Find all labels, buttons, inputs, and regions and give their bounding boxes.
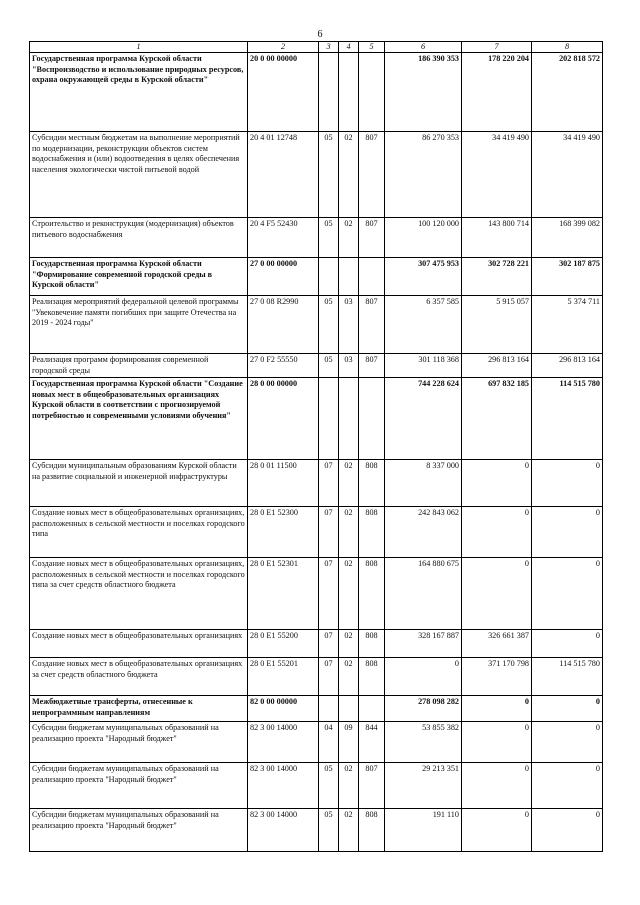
column-header: 3 [319, 42, 339, 53]
row-name-cell: Субсидии бюджетам муниципальных образований на реализацию проекта "Народный бюджет" [30, 763, 248, 809]
row-section-cell: 07 [319, 658, 339, 696]
row-value-2021-cell: 29 213 351 [385, 763, 462, 809]
row-value-2021-cell: 301 118 368 [385, 354, 462, 378]
row-value-2022-cell: 0 [462, 696, 532, 722]
row-name-cell: Субсидии бюджетам муниципальных образований на реализацию проекта "Народный бюджет" [30, 722, 248, 763]
row-name-cell: Создание новых мест в общеобразовательных организациях, расположенных в сельской местности и поселках городского типа за счет средств областного бюджета [30, 558, 248, 630]
row-subsection-cell: 02 [339, 630, 359, 658]
row-grbs-cell: 807 [359, 354, 385, 378]
row-code-cell: 28 0 01 11500 [248, 460, 319, 507]
table-row [30, 809, 603, 852]
header-row [30, 42, 603, 53]
row-grbs-cell: 808 [359, 558, 385, 630]
row-grbs-cell: 808 [359, 630, 385, 658]
row-grbs-cell [359, 378, 385, 460]
row-code-cell: 82 0 00 00000 [248, 696, 319, 722]
row-value-2023-cell: 0 [532, 558, 603, 630]
row-value-2022-cell: 371 170 798 [462, 658, 532, 696]
row-value-2023-cell: 0 [532, 809, 603, 852]
page-number: 6 [317, 29, 323, 40]
row-subsection-cell: 09 [339, 722, 359, 763]
row-code-cell: 82 3 00 14000 [248, 722, 319, 763]
row-name-cell: Государственная программа Курской области "Формирование современной городской среды в Курской области" [30, 258, 248, 296]
row-subsection-cell: 02 [339, 218, 359, 258]
table-row [30, 558, 603, 630]
row-value-2023-cell: 34 419 490 [532, 132, 603, 218]
row-name-cell: Субсидии местным бюджетам на выполнение мероприятий по модернизации, реконструкции объектов систем водоснабжения и (или) водоотведения в целях обеспечения населения экологически чистой питьевой водой [30, 132, 248, 218]
row-grbs-cell: 808 [359, 658, 385, 696]
row-subsection-cell [339, 378, 359, 460]
column-header: 7 [462, 42, 532, 53]
row-value-2023-cell: 202 818 572 [532, 53, 603, 132]
row-subsection-cell: 02 [339, 132, 359, 218]
row-section-cell [319, 378, 339, 460]
row-name-cell: Государственная программа Курской области "Воспроизводство и использование природных ресурсов, охрана окружающей среды в Курской области" [30, 53, 248, 132]
column-header: 5 [359, 42, 385, 53]
row-value-2023-cell: 114 515 780 [532, 378, 603, 460]
row-section-cell: 05 [319, 354, 339, 378]
row-code-cell: 82 3 00 14000 [248, 809, 319, 852]
row-grbs-cell: 808 [359, 809, 385, 852]
row-subsection-cell: 03 [339, 296, 359, 354]
row-value-2022-cell: 34 419 490 [462, 132, 532, 218]
row-grbs-cell: 807 [359, 763, 385, 809]
column-header: 1 [30, 42, 248, 53]
row-code-cell: 28 0 E1 52300 [248, 507, 319, 558]
row-subsection-cell: 02 [339, 558, 359, 630]
row-name-cell: Создание новых мест в общеобразовательных организациях за счет средств областного бюджета [30, 658, 248, 696]
row-code-cell: 27 0 F2 55550 [248, 354, 319, 378]
row-value-2021-cell: 100 120 000 [385, 218, 462, 258]
row-grbs-cell [359, 258, 385, 296]
row-section-cell: 07 [319, 558, 339, 630]
row-value-2023-cell: 5 374 711 [532, 296, 603, 354]
row-value-2022-cell: 697 832 185 [462, 378, 532, 460]
row-value-2021-cell: 186 390 353 [385, 53, 462, 132]
row-grbs-cell: 807 [359, 296, 385, 354]
program-row [30, 696, 603, 722]
row-grbs-cell: 844 [359, 722, 385, 763]
table-row [30, 132, 603, 218]
row-value-2021-cell: 242 843 062 [385, 507, 462, 558]
row-value-2023-cell: 168 399 082 [532, 218, 603, 258]
row-code-cell: 27 0 00 00000 [248, 258, 319, 296]
row-value-2023-cell: 114 515 780 [532, 658, 603, 696]
row-value-2023-cell: 0 [532, 630, 603, 658]
row-name-cell: Субсидии бюджетам муниципальных образований на реализацию проекта "Народный бюджет" [30, 809, 248, 852]
row-value-2021-cell: 191 110 [385, 809, 462, 852]
program-row [30, 53, 603, 132]
row-code-cell: 20 4 F5 52430 [248, 218, 319, 258]
row-value-2021-cell: 307 475 953 [385, 258, 462, 296]
row-section-cell: 05 [319, 218, 339, 258]
row-value-2022-cell: 178 220 204 [462, 53, 532, 132]
row-grbs-cell: 808 [359, 460, 385, 507]
row-section-cell: 05 [319, 132, 339, 218]
row-value-2023-cell: 0 [532, 460, 603, 507]
row-section-cell [319, 53, 339, 132]
row-name-cell: Государственная программа Курской области "Создание новых мест в общеобразовательных организациях Курской области в соответствии с прогнозируемой потребностью и современными условиями обучения" [30, 378, 248, 460]
row-value-2022-cell: 0 [462, 809, 532, 852]
table-row [30, 507, 603, 558]
row-value-2021-cell: 6 357 585 [385, 296, 462, 354]
row-code-cell: 28 0 E1 52301 [248, 558, 319, 630]
column-header: 4 [339, 42, 359, 53]
program-row [30, 378, 603, 460]
row-value-2021-cell: 53 855 382 [385, 722, 462, 763]
row-section-cell: 07 [319, 507, 339, 558]
row-value-2023-cell: 0 [532, 763, 603, 809]
column-header: 2 [248, 42, 319, 53]
row-code-cell: 27 0 08 R2990 [248, 296, 319, 354]
row-section-cell: 05 [319, 763, 339, 809]
row-name-cell: Реализация мероприятий федеральной целевой программы "Увековечение памяти погибших при защите Отечества на 2019 - 2024 годы" [30, 296, 248, 354]
row-subsection-cell [339, 258, 359, 296]
budget-table [29, 41, 603, 852]
row-value-2023-cell: 0 [532, 696, 603, 722]
row-value-2022-cell: 0 [462, 507, 532, 558]
column-header: 8 [532, 42, 603, 53]
table-row [30, 460, 603, 507]
row-subsection-cell: 03 [339, 354, 359, 378]
row-code-cell: 28 0 E1 55201 [248, 658, 319, 696]
row-name-cell: Создание новых мест в общеобразовательных организациях, расположенных в сельской местности и поселках городского типа [30, 507, 248, 558]
row-grbs-cell [359, 53, 385, 132]
row-value-2021-cell: 328 167 887 [385, 630, 462, 658]
table-row [30, 658, 603, 696]
row-section-cell: 07 [319, 460, 339, 507]
row-value-2021-cell: 164 880 675 [385, 558, 462, 630]
row-grbs-cell [359, 696, 385, 722]
table-row [30, 722, 603, 763]
row-code-cell: 28 0 00 00000 [248, 378, 319, 460]
table-row [30, 763, 603, 809]
row-code-cell: 20 4 01 12748 [248, 132, 319, 218]
row-subsection-cell: 02 [339, 763, 359, 809]
row-value-2021-cell: 8 337 000 [385, 460, 462, 507]
program-row [30, 258, 603, 296]
table-row [30, 296, 603, 354]
row-code-cell: 28 0 E1 55200 [248, 630, 319, 658]
row-name-cell: Реализация программ формирования современной городской среды [30, 354, 248, 378]
row-section-cell: 05 [319, 809, 339, 852]
row-value-2021-cell: 278 098 282 [385, 696, 462, 722]
row-subsection-cell [339, 696, 359, 722]
row-value-2022-cell: 5 915 057 [462, 296, 532, 354]
row-name-cell: Строительство и реконструкция (модернизация) объектов питьевого водоснабжения [30, 218, 248, 258]
row-value-2022-cell: 0 [462, 460, 532, 507]
row-subsection-cell: 02 [339, 809, 359, 852]
row-name-cell: Межбюджетные трансферты, отнесенные к непрограммным направлениям [30, 696, 248, 722]
row-value-2022-cell: 326 661 387 [462, 630, 532, 658]
row-section-cell [319, 258, 339, 296]
row-subsection-cell [339, 53, 359, 132]
row-grbs-cell: 808 [359, 507, 385, 558]
row-value-2023-cell: 0 [532, 507, 603, 558]
row-subsection-cell: 02 [339, 460, 359, 507]
table-row [30, 218, 603, 258]
row-section-cell: 07 [319, 630, 339, 658]
row-grbs-cell: 807 [359, 132, 385, 218]
column-header: 6 [385, 42, 462, 53]
row-value-2022-cell: 0 [462, 722, 532, 763]
row-value-2023-cell: 296 813 164 [532, 354, 603, 378]
row-value-2022-cell: 143 800 714 [462, 218, 532, 258]
row-value-2021-cell: 0 [385, 658, 462, 696]
row-value-2022-cell: 302 728 221 [462, 258, 532, 296]
row-value-2022-cell: 0 [462, 558, 532, 630]
row-value-2021-cell: 744 228 624 [385, 378, 462, 460]
table-row [30, 354, 603, 378]
row-value-2022-cell: 0 [462, 763, 532, 809]
row-code-cell: 82 3 00 14000 [248, 763, 319, 809]
row-name-cell: Субсидии муниципальным образованиям Курской области на развитие социальной и инженерной инфраструктуры [30, 460, 248, 507]
row-value-2021-cell: 86 270 353 [385, 132, 462, 218]
row-section-cell: 04 [319, 722, 339, 763]
row-value-2023-cell: 0 [532, 722, 603, 763]
row-name-cell: Создание новых мест в общеобразовательных организациях [30, 630, 248, 658]
row-grbs-cell: 807 [359, 218, 385, 258]
row-subsection-cell: 02 [339, 507, 359, 558]
row-code-cell: 20 0 00 00000 [248, 53, 319, 132]
row-section-cell [319, 696, 339, 722]
row-value-2022-cell: 296 813 164 [462, 354, 532, 378]
row-value-2023-cell: 302 187 875 [532, 258, 603, 296]
row-subsection-cell: 02 [339, 658, 359, 696]
row-section-cell: 05 [319, 296, 339, 354]
table-row [30, 630, 603, 658]
